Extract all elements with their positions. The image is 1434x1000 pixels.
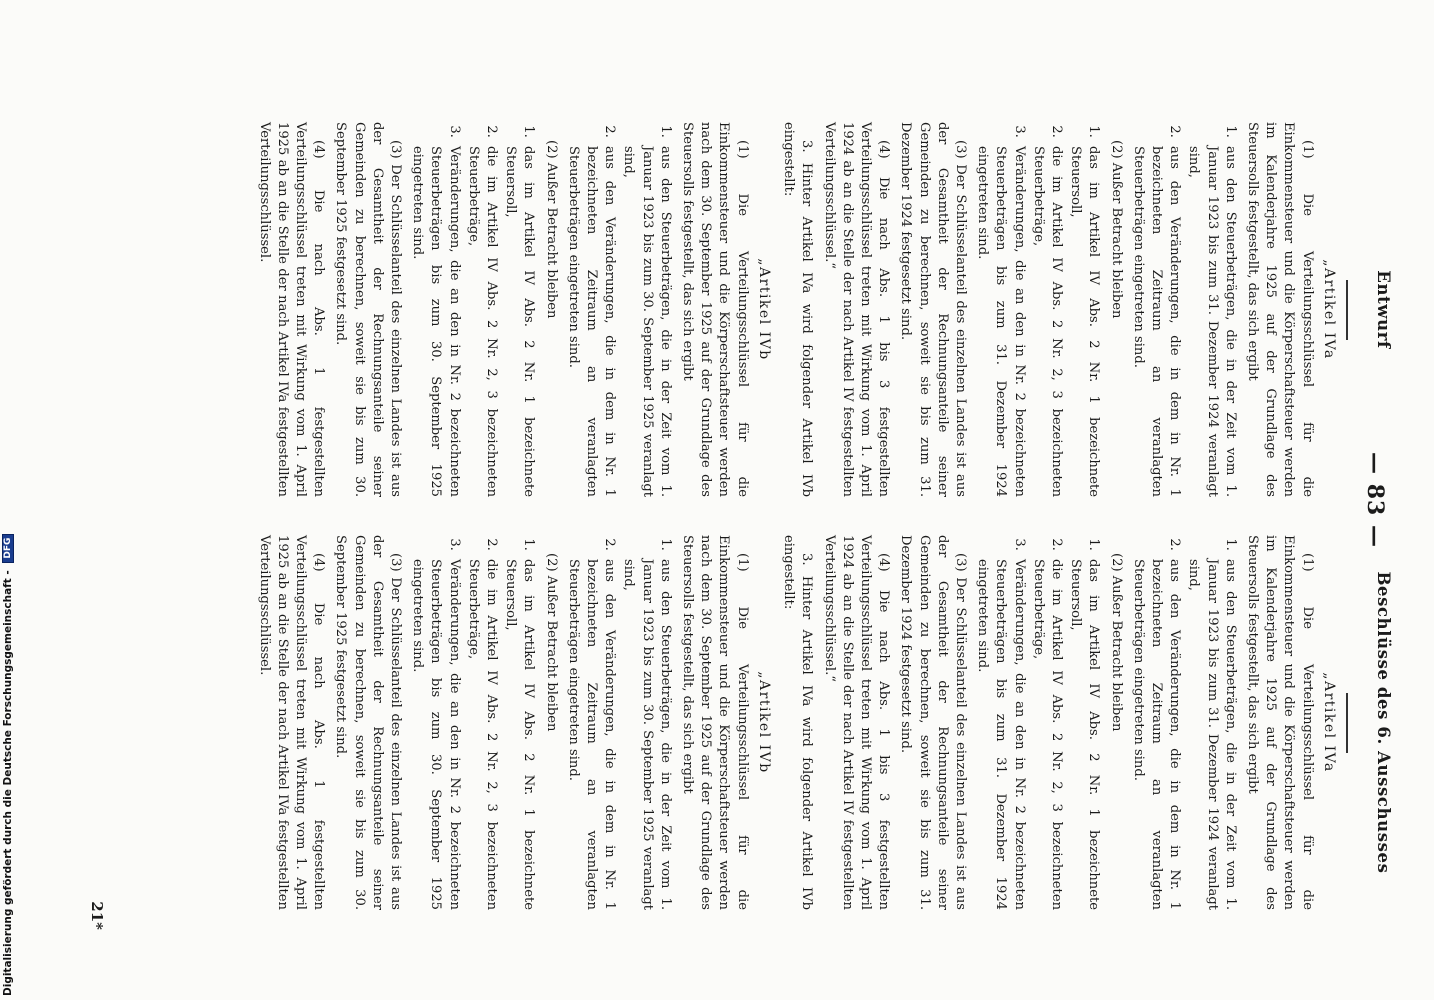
- list-item: 1. das im Artikel IV Abs. 2 Nr. 1 bezeichnete Steuersoll,: [1066, 555, 1102, 910]
- article-title: „Artikel IVa: [1320, 259, 1337, 360]
- paragraph: 3. Hinter Artikel IVa wird folgender Artikel IVb eingestellt:: [781, 122, 815, 497]
- paragraph: (3) Der Schlüsselanteil des einzelnen Landes ist aus der Gesamtheit der Rechnungsanteile seiner Gemeinden zu berechnen, soweit sie bis zum 31. Dezember 1924 festgesetzt sind.: [898, 535, 968, 910]
- paragraph: (4) Die nach Abs. 1 festgestellten Verteilungsschlüssel treten mit Wirkung vom 1. April 1925 ab an die Stelle der nach Artikel IVa festgestellten Verteilungsschlüssel.: [256, 535, 327, 910]
- column-heading: Entwurf: [1374, 270, 1393, 349]
- list-item: 1. aus den Steuerbeträgen, die in der Zeit vom 1. Januar 1923 bis zum 30. September 1925 veranlagt sind,: [619, 142, 674, 497]
- paragraph: (4) Die nach Abs. 1 bis 3 festgestellten Verteilungsschlüssel treten mit Wirkung vom 1. April 1924 ab an die Stelle der nach Artikel IV festgestellten Verteilungsschlüssel.“: [821, 122, 892, 497]
- paragraph: (1) Die Verteilungsschlüssel für die Einkommensteuer und die Körperschaftsteuer werden im Kalenderjahre 1925 auf der Grundlage des Steuersolls festgestellt, das sich ergibt: [1244, 122, 1315, 497]
- sheet-signature: 21*: [88, 901, 106, 930]
- paragraph: (3) Der Schlüsselanteil des einzelnen Landes ist aus der Gesamtheit der Rechnungsanteile seiner Gemeinden zu berechnen, soweit sie bis zum 30. September 1925 festgesetzt sind.: [333, 535, 404, 910]
- numbered-list: [973, 122, 1102, 497]
- paragraph: (4) Die nach Abs. 1 bis 3 festgestellten Verteilungsschlüssel treten mit Wirkung vom 1. April 1924 ab an die Stelle der nach Artikel IV festgestellten Verteilungsschlüssel.“: [821, 535, 892, 910]
- list-item: 1. das im Artikel IV Abs. 2 Nr. 1 bezeichnete Steuersoll,: [1066, 142, 1102, 497]
- paragraph: (4) Die nach Abs. 1 festgestellten Verteilungsschlüssel treten mit Wirkung vom 1. April 1925 ab an die Stelle der nach Artikel IVa festgestellten Verteilungsschlüssel.: [256, 122, 327, 497]
- list-item: 3. Veränderungen, die an den in Nr. 2 bezeichneten Steuerbeträgen bis zum 31. Dezember 1924 eingetreten sind.: [973, 555, 1028, 910]
- column-beschluesse: [250, 535, 1392, 910]
- paragraph: (3) Der Schlüsselanteil des einzelnen Landes ist aus der Gesamtheit der Rechnungsanteile seiner Gemeinden zu berechnen, soweit sie bis zum 30. September 1925 festgesetzt sind.: [333, 122, 404, 497]
- digitization-note: [2, 534, 14, 996]
- divider: [1346, 280, 1348, 340]
- list-item: 2. die im Artikel IV Abs. 2 Nr. 2, 3 bezeichneten Steuerbeträge,: [464, 555, 500, 910]
- list-item: 3. Veränderungen, die an den in Nr. 2 bezeichneten Steuerbeträgen bis zum 30. September 1925 eingetreten sind.: [408, 555, 463, 910]
- numbered-list: [564, 122, 674, 497]
- divider: [1346, 693, 1348, 753]
- paragraph: 3. Hinter Artikel IVa wird folgender Artikel IVb eingestellt:: [781, 535, 815, 910]
- dfg-logo: DFG: [2, 534, 14, 563]
- list-item: 1. aus den Steuerbeträgen, die in der Zeit vom 1. Januar 1923 bis zum 31. Dezember 1924 veranlagt sind,: [1184, 555, 1239, 910]
- paragraph: (2) Außer Betracht bleiben: [1108, 140, 1124, 319]
- article-title: „Artikel IVa: [1320, 672, 1337, 773]
- list-item: 2. aus den Veränderungen, die in dem in Nr. 1 bezeichneten Zeitraum an veranlagten Steuerbeträgen eingetreten sind.: [1129, 142, 1184, 497]
- column-heading: Beschlüsse des 6. Ausschusses: [1374, 571, 1393, 874]
- paragraph: (2) Außer Betracht bleiben: [543, 553, 559, 732]
- paragraph: (1) Die Verteilungsschlüssel für die Einkommensteuer und die Körperschaftsteuer werden nach dem 30. September 1925 auf der Grundlage des Steuersolls festgestellt, das sich ergibt: [680, 535, 750, 910]
- column-entwurf: [250, 122, 1392, 497]
- numbered-list: [973, 535, 1102, 910]
- list-item: 3. Veränderungen, die an den in Nr. 2 bezeichneten Steuerbeträgen bis zum 30. September 1925 eingetreten sind.: [408, 142, 463, 497]
- paragraph: (2) Außer Betracht bleiben: [543, 140, 559, 319]
- numbered-list: [564, 535, 674, 910]
- numbered-list: [408, 122, 537, 497]
- numbered-list: [1129, 535, 1239, 910]
- numbered-list: [408, 535, 537, 910]
- list-item: 1. das im Artikel IV Abs. 2 Nr. 1 bezeichnete Steuersoll,: [501, 142, 537, 497]
- numbered-list: [1129, 122, 1239, 497]
- list-item: 1. aus den Steuerbeträgen, die in der Zeit vom 1. Januar 1923 bis zum 31. Dezember 1924 veranlagt sind,: [1184, 142, 1239, 497]
- article-title: „Artikel IVb: [755, 258, 772, 361]
- list-item: 2. aus den Veränderungen, die in dem in Nr. 1 bezeichneten Zeitraum an veranlagten Steuerbeträgen eingetreten sind.: [1129, 555, 1184, 910]
- paragraph: (3) Der Schlüsselanteil des einzelnen Landes ist aus der Gesamtheit der Rechnungsanteile seiner Gemeinden zu berechnen, soweit sie bis zum 31. Dezember 1924 festgesetzt sind.: [898, 122, 968, 497]
- list-item: 2. die im Artikel IV Abs. 2 Nr. 2, 3 bezeichneten Steuerbeträge,: [464, 142, 500, 497]
- list-item: 3. Veränderungen, die an den in Nr. 2 bezeichneten Steuerbeträgen bis zum 31. Dezember 1924 eingetreten sind.: [973, 142, 1028, 497]
- list-item: 2. die im Artikel IV Abs. 2 Nr. 2, 3 bezeichneten Steuerbeträge,: [1029, 555, 1065, 910]
- list-item: 2. die im Artikel IV Abs. 2 Nr. 2, 3 bezeichneten Steuerbeträge,: [1029, 142, 1065, 497]
- list-item: 2. aus den Veränderungen, die in dem in Nr. 1 bezeichneten Zeitraum an veranlagten Steuerbeträgen eingetreten sind.: [564, 555, 619, 910]
- digitization-text: Digitalisierung gefördert durch die Deutsche Forschungsgemeinschaft -: [2, 570, 14, 996]
- list-item: 1. aus den Steuerbeträgen, die in der Zeit vom 1. Januar 1923 bis zum 30. September 1925 veranlagt sind,: [619, 555, 674, 910]
- article-title: „Artikel IVb: [755, 671, 772, 774]
- list-item: 1. das im Artikel IV Abs. 2 Nr. 1 bezeichnete Steuersoll,: [501, 555, 537, 910]
- paragraph: (1) Die Verteilungsschlüssel für die Einkommensteuer und die Körperschaftsteuer werden nach dem 30. September 1925 auf der Grundlage des Steuersolls festgestellt, das sich ergibt: [680, 122, 750, 497]
- paragraph: (2) Außer Betracht bleiben: [1108, 553, 1124, 732]
- paragraph: (1) Die Verteilungsschlüssel für die Einkommensteuer und die Körperschaftsteuer werden im Kalenderjahre 1925 auf der Grundlage des Steuersolls festgestellt, das sich ergibt: [1244, 535, 1315, 910]
- page-number: — 83 —: [1362, 452, 1388, 548]
- list-item: 2. aus den Veränderungen, die in dem in Nr. 1 bezeichneten Zeitraum an veranlagten Steuerbeträgen eingetreten sind.: [564, 142, 619, 497]
